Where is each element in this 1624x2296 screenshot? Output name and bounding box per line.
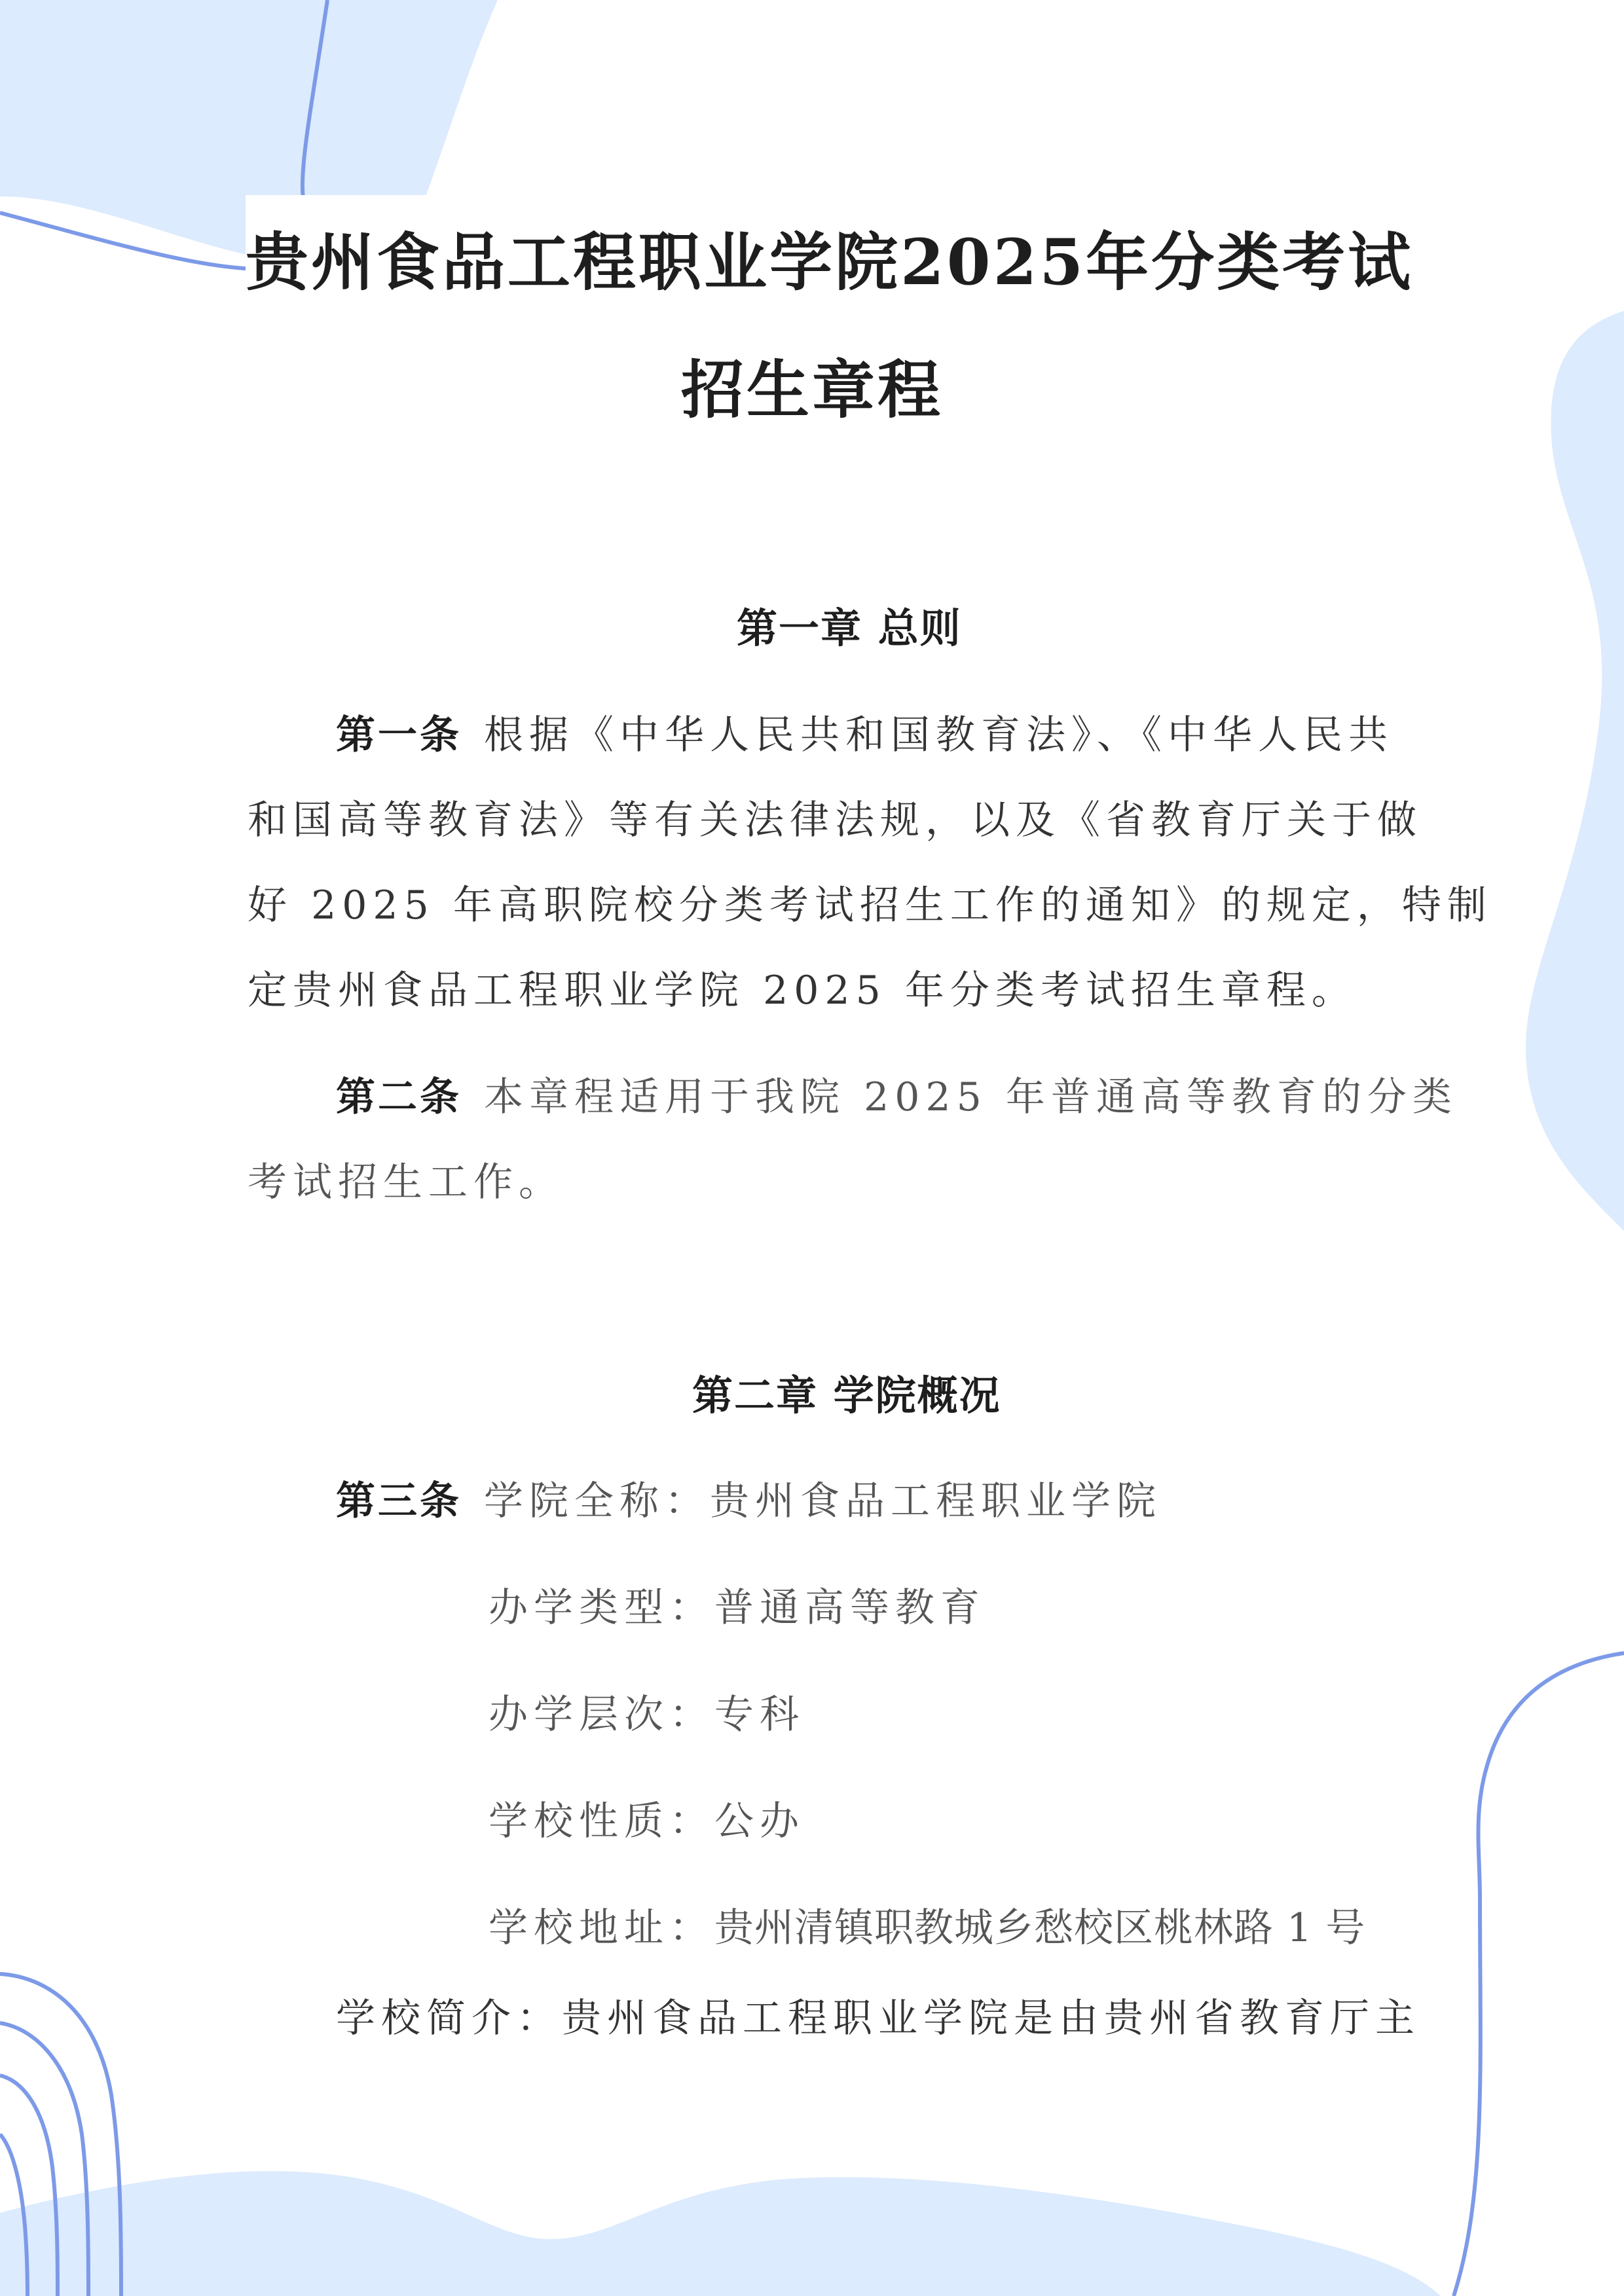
document-title-line2: 招生章程: [681, 353, 943, 427]
article3-label: 第三条: [336, 1478, 462, 1524]
article3-field-level: 办学层次：专科: [489, 1692, 805, 1738]
article1-line4: 定贵州食品工程职业学院 2025 年分类考试招生章程。: [248, 968, 1357, 1013]
blob-right: [1526, 311, 1624, 1231]
article1-label: 第一条: [336, 712, 462, 758]
article3-field-type: 办学类型：普通高等教育: [489, 1585, 986, 1631]
school-intro-line: 学校简介：贵州食品工程职业学院是由贵州省教育厅主: [336, 1995, 1420, 2041]
article3-field-fullname: 第三条 学院全称：贵州食品工程职业学院: [336, 1478, 1162, 1524]
chapter1-heading: 第一章 总则: [737, 604, 962, 652]
article1-line2: 和国高等教育法》等有关法律法规，以及《省教育厅关于做: [248, 797, 1422, 843]
article3-field-address: 学校地址：贵州清镇职教城乡愁校区桃林路 1 号: [489, 1905, 1366, 1951]
article3-field-nature: 学校性质：公办: [489, 1798, 805, 1844]
arc-bottom-right: [1454, 1653, 1624, 2296]
article2-line1: 第二条 本章程适用于我院 2025 年普通高等教育的分类: [336, 1074, 1458, 1120]
blob-bottom: [0, 2171, 1441, 2296]
article1-line1: 第一条 根据《中华人民共和国教育法》、《中华人民共: [336, 712, 1393, 758]
article1-line3: 好 2025 年高职院校分类考试招生工作的通知》的规定，特制: [248, 883, 1492, 928]
article2-label: 第二条: [336, 1074, 462, 1120]
chapter2-heading: 第二章 学院概况: [692, 1372, 1001, 1419]
article2-line2: 考试招生工作。: [248, 1159, 564, 1205]
document-title-line1: 贵州食品工程职业学院2025年分类考试: [246, 225, 1414, 299]
